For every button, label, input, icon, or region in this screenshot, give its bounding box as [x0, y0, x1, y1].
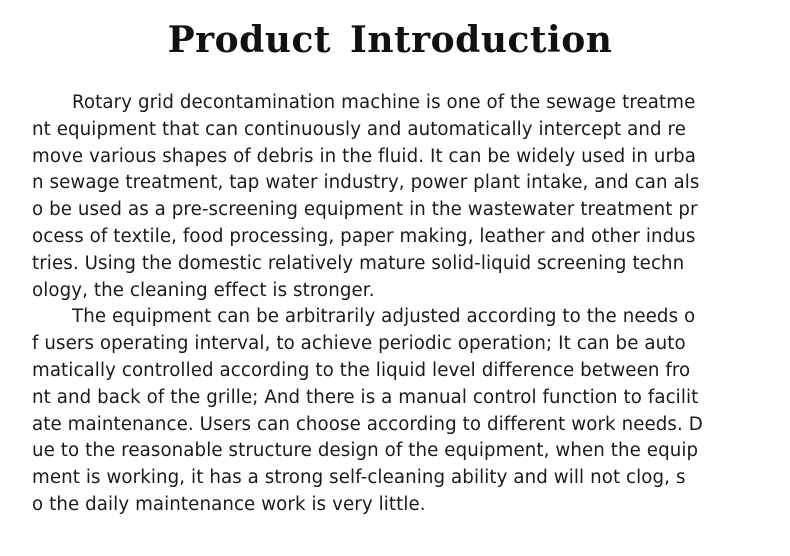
- text-line: nt equipment that can continuously and automatically intercept and re: [32, 118, 686, 140]
- paragraph-2: [32, 304, 762, 518]
- text-line: Rotary grid decontamination machine is one of the sewage treatme: [72, 92, 696, 113]
- text-line: tries. Using the domestic relatively mature solid-liquid screening techn: [32, 252, 685, 274]
- text-line: nt and back of the grille; And there is a manual control function to facilit: [32, 386, 699, 408]
- text-line: The equipment can be arbitrarily adjusted according to the needs o: [72, 306, 696, 328]
- text-line: matically controlled according to the liquid level difference between fro: [32, 359, 691, 381]
- text-line: move various shapes of debris in the fluid. It can be widely used in urba: [32, 145, 696, 167]
- text-line: ology, the cleaning effect is stronger.: [32, 279, 375, 301]
- text-line: ate maintenance. Users can choose according to different work needs. D: [32, 413, 703, 435]
- page-title: Product Introduction: [167, 19, 613, 61]
- text-line: f users operating interval, to achieve periodic operation; It can be auto: [32, 333, 686, 355]
- text-line: o be used as a pre-screening equipment in the wastewater treatment pr: [32, 199, 698, 221]
- paragraph-1: [32, 90, 762, 304]
- text-line: ue to the reasonable structure design of the equipment, when the equip: [32, 440, 699, 462]
- product-description: [32, 90, 762, 519]
- text-line: o the daily maintenance work is very little.: [32, 493, 426, 515]
- text-line: ocess of textile, food processing, paper making, leather and other indus: [32, 225, 696, 247]
- text-line: n sewage treatment, tap water industry, power plant intake, and can als: [32, 172, 700, 194]
- text-line: ment is working, it has a strong self-cleaning ability and will not clog, s: [32, 467, 686, 489]
